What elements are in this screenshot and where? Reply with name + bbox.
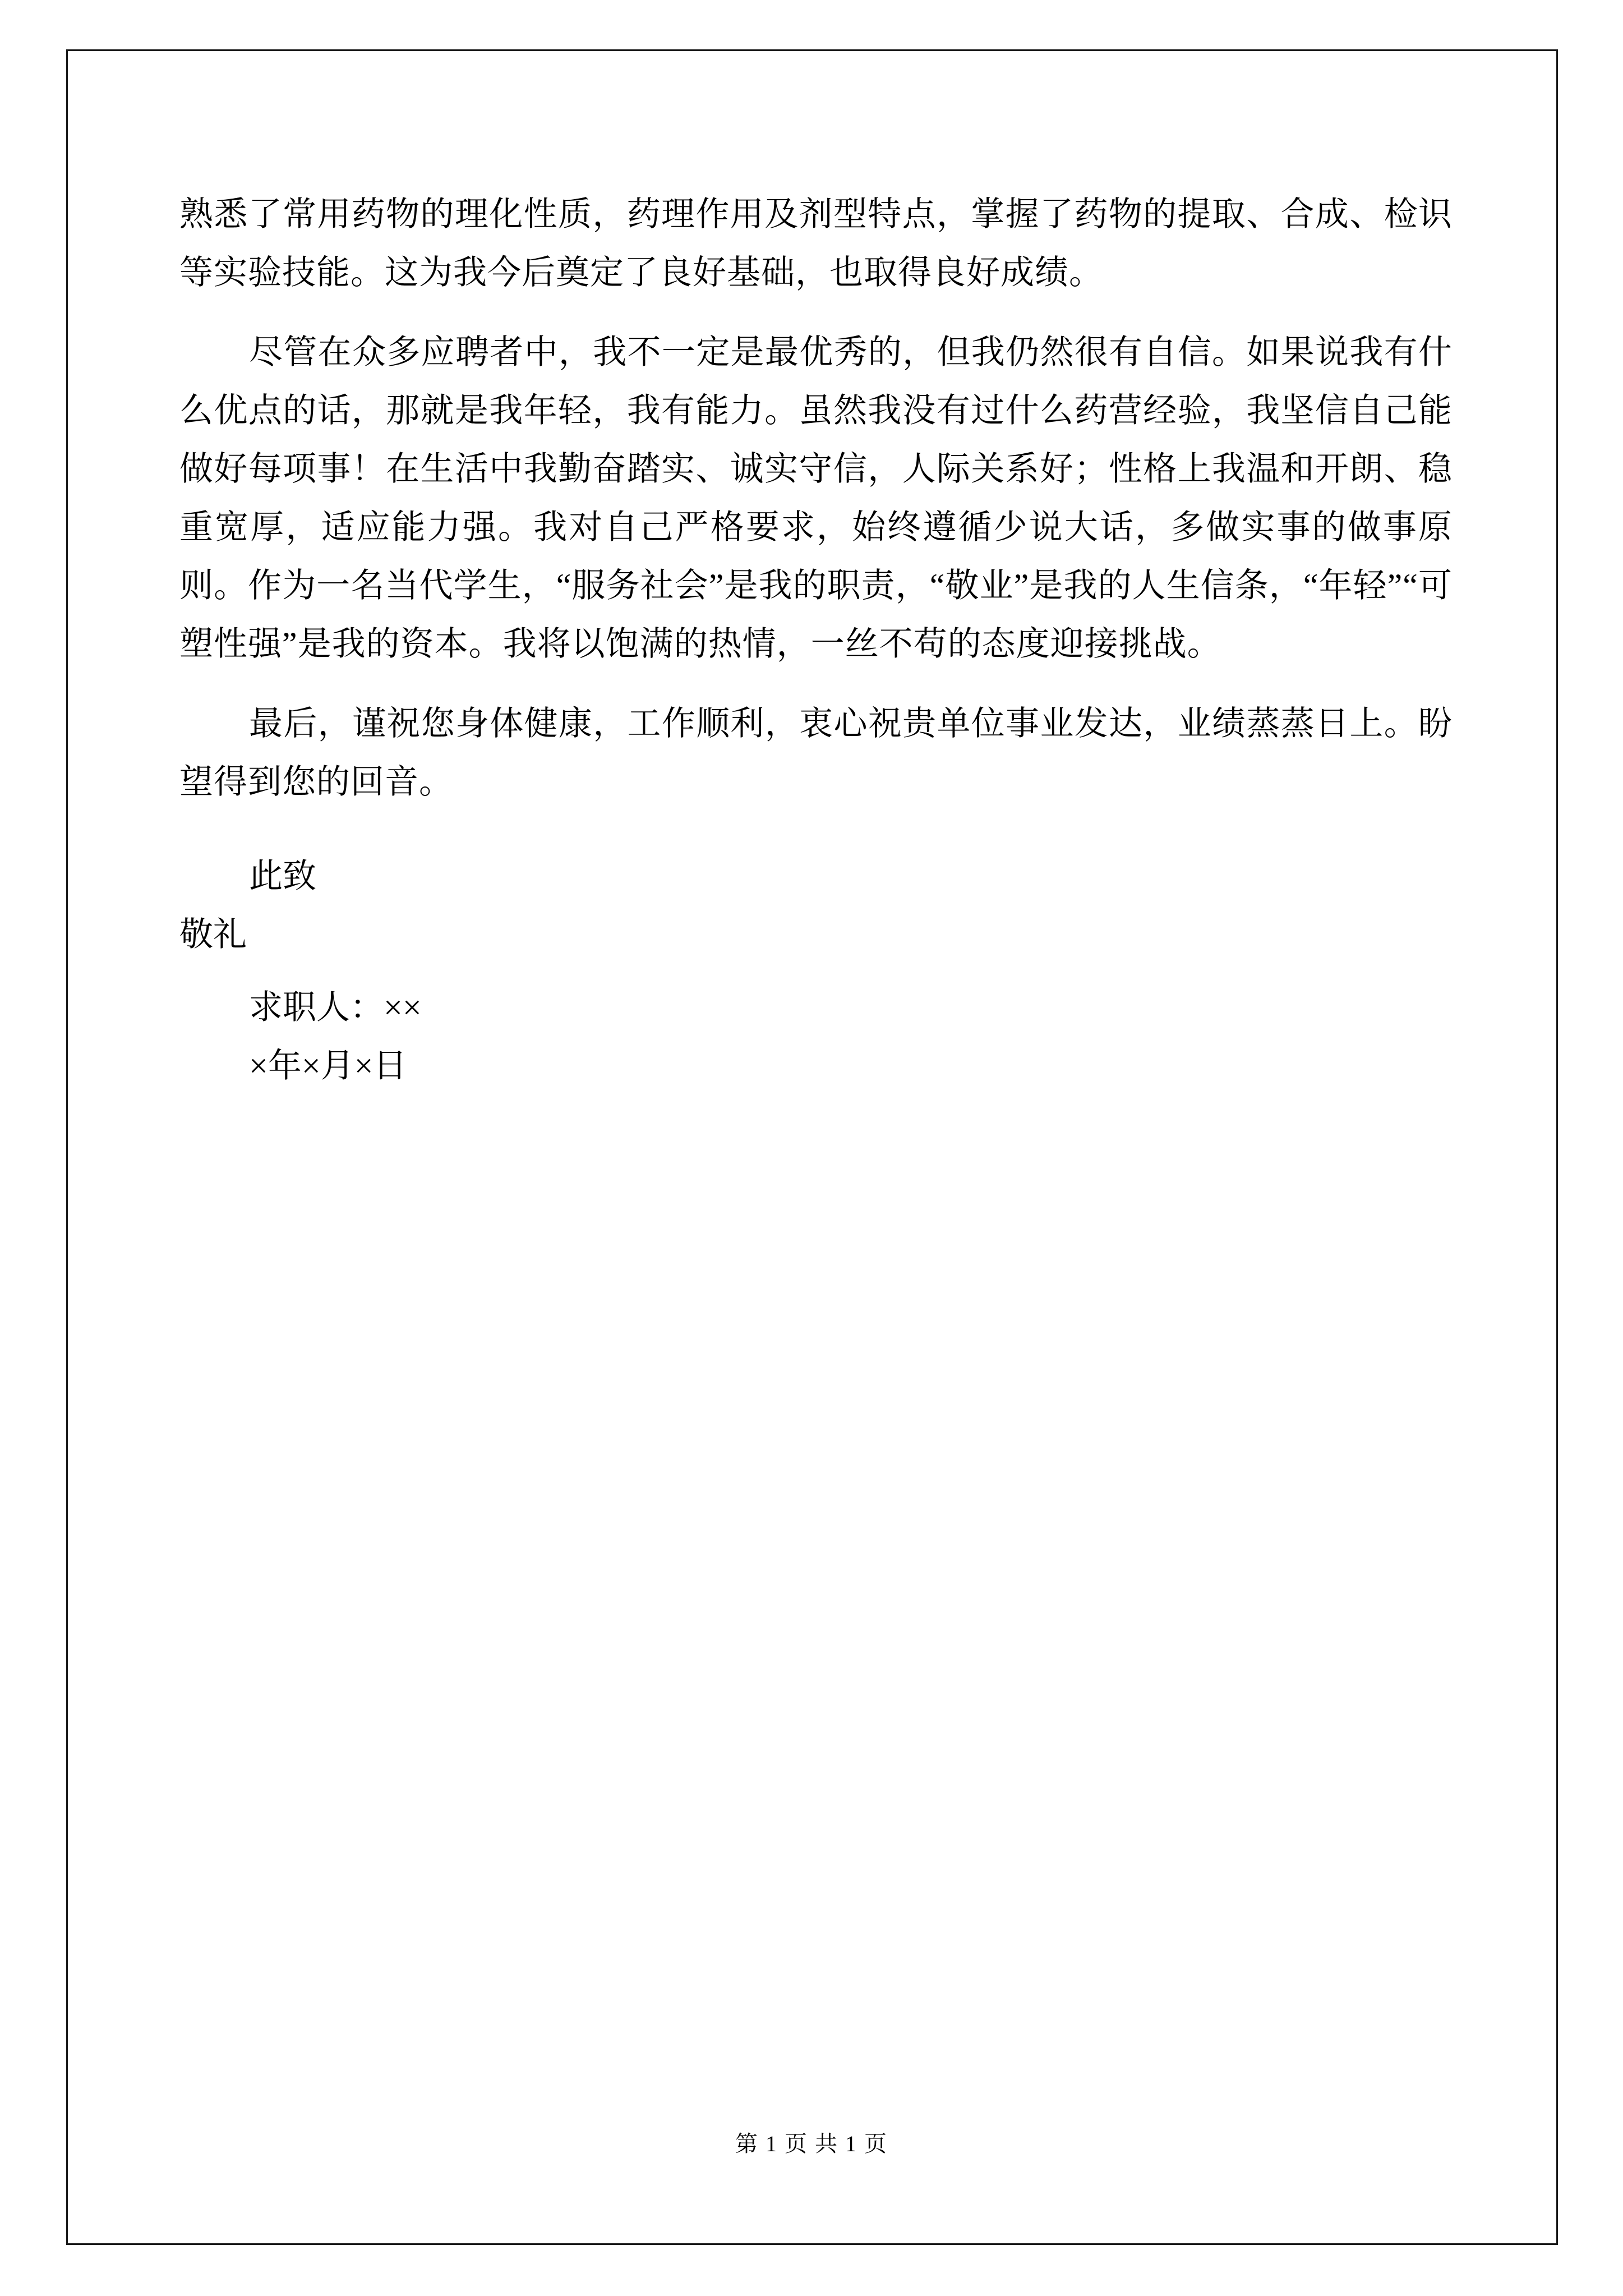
paragraph-3: 最后，谨祝您身体健康，工作顺利，衷心祝贵单位事业发达，业绩蒸蒸日上。盼望得到您的回音。: [179, 705, 1453, 800]
document-body: [179, 185, 1453, 1095]
closing-spacer: [179, 832, 1453, 847]
signature-spacer: [179, 964, 1453, 978]
closing-salute-second: 敬礼: [179, 916, 247, 953]
paragraph-1: 熟悉了常用药物的理化性质，药理作用及剂型特点，掌握了药物的提取、合成、检识等实验技能。这为我今后奠定了良好基础，也取得良好成绩。: [179, 196, 1453, 291]
signature-name: 求职人：××: [249, 989, 422, 1026]
closing-salute: 此致: [249, 858, 316, 895]
signature-date: ×年×月×日: [249, 1047, 407, 1084]
page-footer: 第 1 页 共 1 页: [735, 2131, 888, 2156]
paragraph-2: 尽管在众多应聘者中，我不一定是最优秀的，但我仍然很有自信。如果说我有什么优点的话，那就是我年轻，我有能力。虽然我没有过什么药营经验，我坚信自己能做好每项事！在生活中我勤奋踏实、诚实守信，人际关系好；性格上我温和开朗、稳重宽厚，适应能力强。我对自己严格要求，始终遵循少说大话，多做实事的做事原则。作为一名当代学生，“服务社会”是我的职责，“敬业”是我的人生信条，“年轻”“可塑性强”是我的资本。我将以饱满的热情，一丝不苟的态度迎接挑战。: [179, 334, 1453, 662]
